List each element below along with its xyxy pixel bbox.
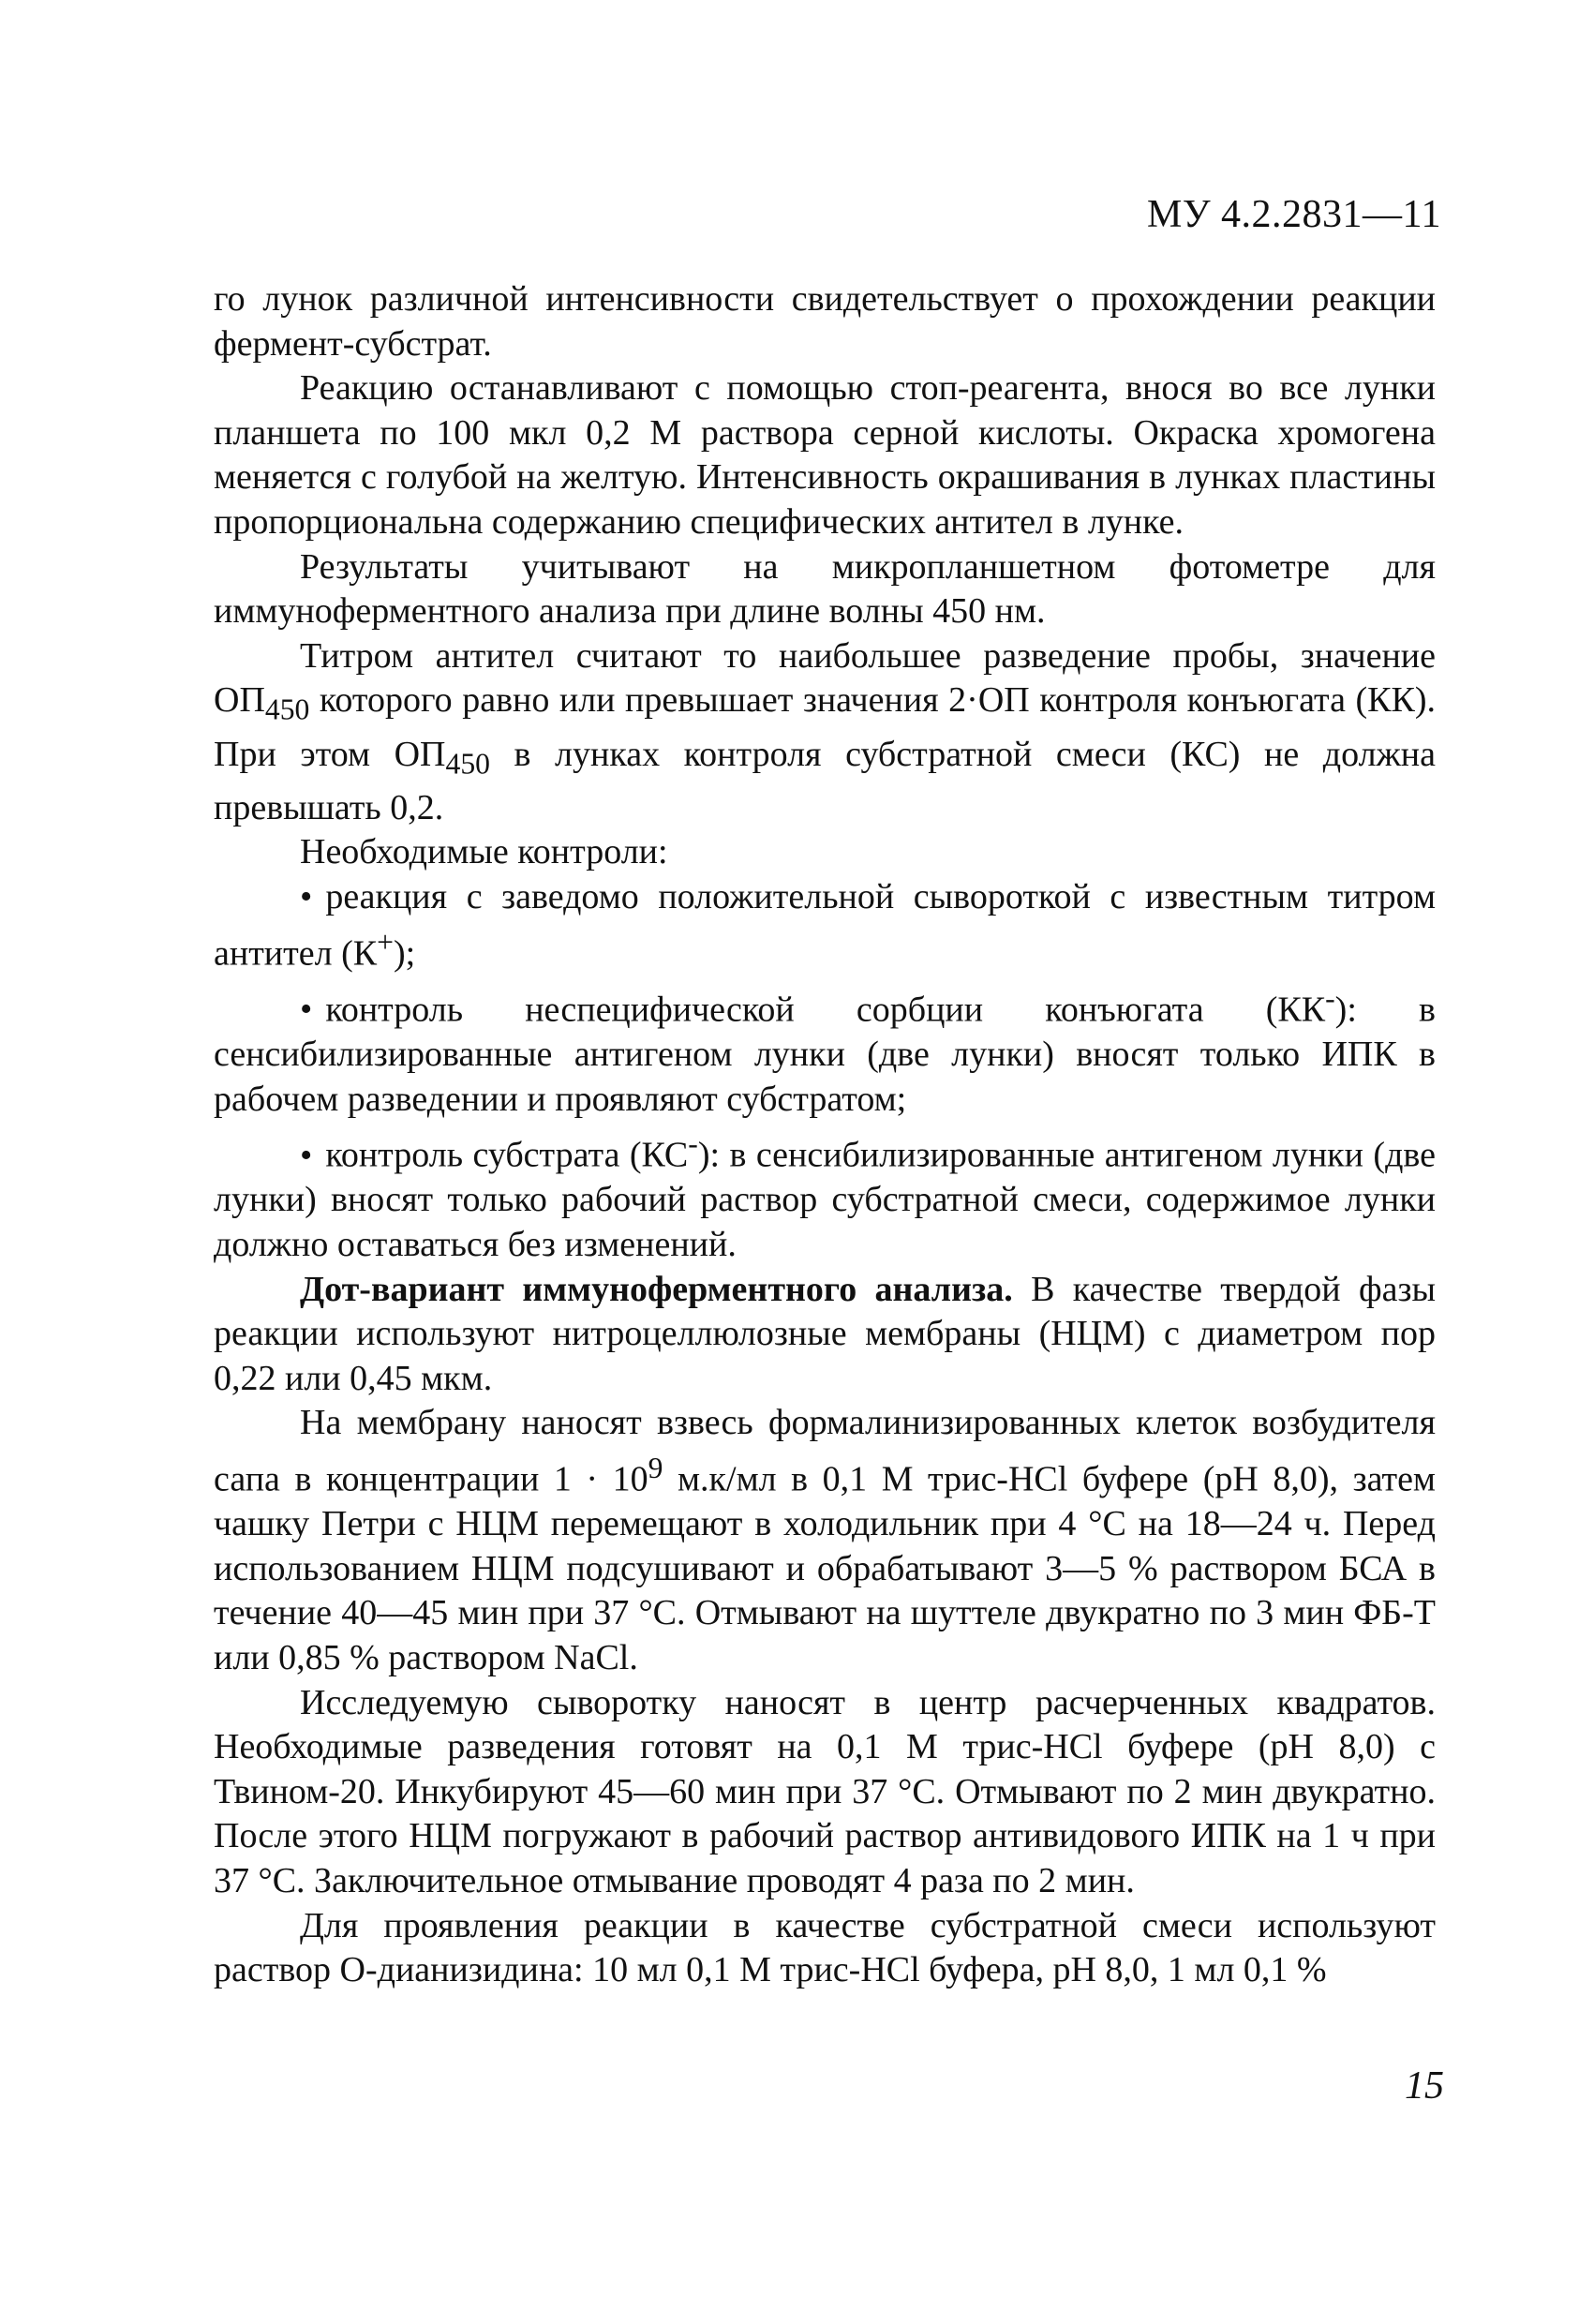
paragraph-serum: Исследуемую сыворотку наносят в центр расчерченных квадратов. Необходимые разведения готовят на 0,1 М трис-HCl буфере (рН 8,0) с Твином-20. Инкубируют 45—60 мин при 37 °С. Отмывают по 2 мин двукратно. После этого НЦМ погружают в рабочий раствор антивидового ИПК на 1 ч при 37 °С. Заключительное отмывание проводят 4 раза по 2 мин. [214,1682,1436,1900]
paragraph-membrane [214,1401,1436,1680]
superscript: + [377,925,394,959]
text-run: В качестве твердой фазы реакции используют нитроцеллюлозные мембраны (НЦМ) с диаметром пор 0,22 или 0,45 мкм. [214,1269,1436,1398]
paragraph-stop-reaction: Реакцию останавливают с помощью стоп-реагента, внося во все лунки планшета по 100 мкл 0,2 М раствора серной кислоты. Окраска хромогена меняется с голубой на желтую. Интенсивность окрашивания в лунках пластины пропорциональна содержанию специфических антител в лунке. [214,368,1436,542]
text-run: ); [393,933,416,974]
bullet-icon: • [300,990,313,1030]
list-item-conjugate-control [214,976,1436,1122]
list-item-substrate-control [214,1122,1436,1267]
text-run: реакция с заведомо положительной сывороткой с известным титром антител (К [214,876,1436,974]
text-run: контроль субстрата (КС [325,1135,689,1175]
text-run: в лунках контроля субстратной смеси (КС) не должна превышать 0,2. [214,734,1437,827]
superscript: - [688,1127,698,1161]
text-run: м.к/мл в 0,1 М трис-HCl буфере (рН 8,0), затем чашку Петри с НЦМ перемещают в холодильник при 4 °С на 18—24 ч. Перед использованием НЦМ подсушивают и обрабатывают 3—5 % раствором БСА в течение 40—45 мин при 37 °С. Отмывают на шуттеле двукратно по 3 мин ФБ-Т или 0,85 % раствором NaCl. [214,1459,1436,1678]
bullet-icon: • [300,876,313,916]
text-run: контроль неспецифической сорбции конъюгата (КК [325,990,1326,1030]
section-heading: Дот-вариант иммуноферментного анализа. [300,1269,1013,1309]
subscript: 450 [445,747,490,781]
paragraph-substrate: Для проявления реакции в качестве субстратной смеси используют раствор О-дианизидина: 10 мл 0,1 М трис-HCl буфера, рН 8,0, 1 мл 0,1 % [214,1905,1436,1990]
paragraph-continuation: го лунок различной интенсивности свидетельствует о прохождении реакции фермент-субстрат. [214,279,1436,364]
body-text [214,277,1436,1993]
page-number: 15 [1405,2064,1444,2108]
superscript: 9 [648,1452,663,1484]
paragraph-controls-heading: Необходимые контроли: [300,832,668,872]
list-item-positive-control [214,875,1436,976]
bullet-icon: • [300,1135,313,1175]
text-run: На мембрану наносят взвесь формалинизированных клеток возбудителя сапа в концентрации 1 · 10 [214,1403,1436,1499]
superscript: - [1325,981,1335,1015]
text-run: ): в сенсибилизированные антигеном лунки (две лунки) вносят только рабочий раствор субстратной смеси, содержимое лунки должно оставаться без изменений. [214,1135,1436,1265]
paragraph-titer [214,634,1436,831]
subscript: 450 [264,693,310,726]
text-run: ): в сенсибилизированные антигеном лунки (две лунки) вносят только ИПК в рабочем разведении и проявляют субстратом; [214,990,1437,1119]
text-run: Титром антител считают то наибольшее разведение пробы, значение ОП [214,635,1436,721]
paragraph-dot-elisa [214,1268,1436,1402]
document-code: МУ 4.2.2831—11 [1146,193,1441,236]
text-run: которого равно или превышает значения 2·ОП контроля конъюгата (КК). При этом ОП [214,680,1436,774]
paragraph-results: Результаты учитывают на микропланшетном фотометре для иммуноферментного анализа при длине волны 450 нм. [214,546,1436,632]
